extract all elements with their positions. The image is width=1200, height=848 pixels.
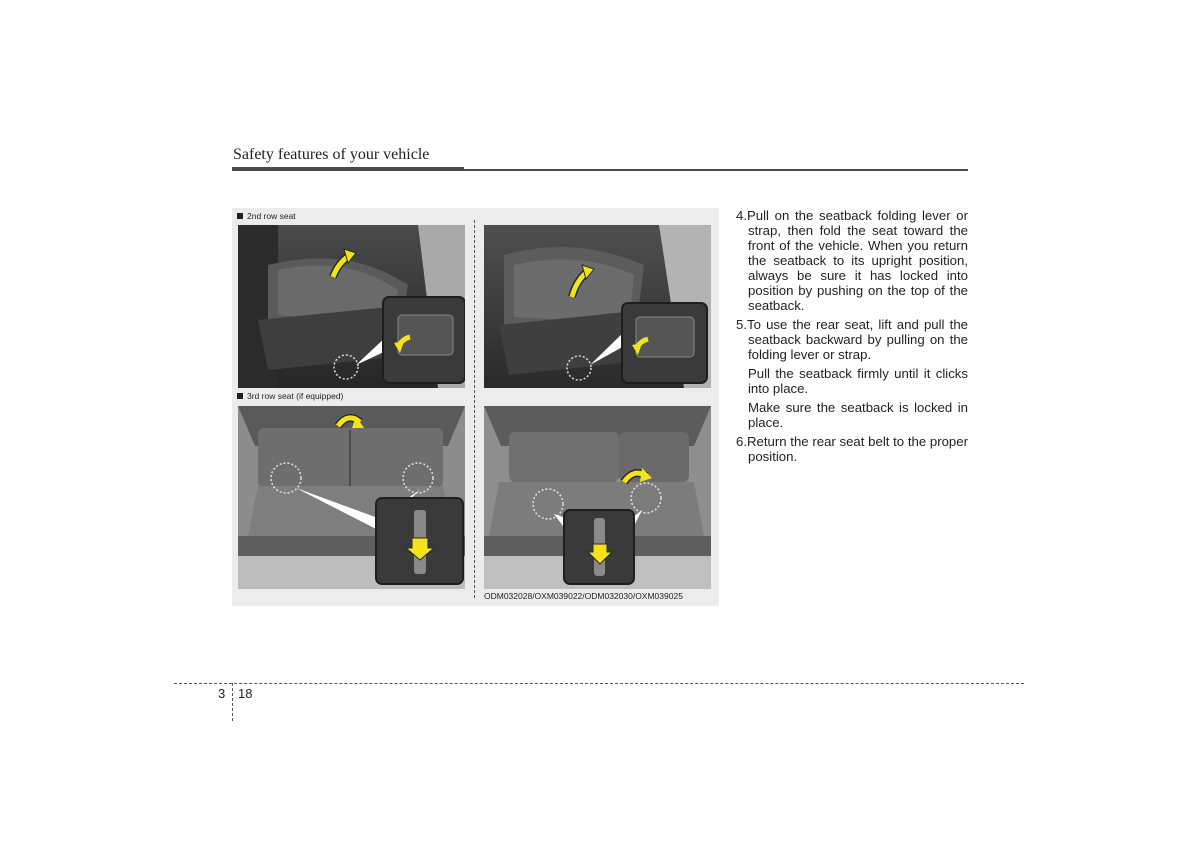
- photo-3rd-row-returning: [484, 406, 711, 589]
- figure-caption: ODM032028/OXM039022/ODM032030/OXM039025: [484, 591, 683, 601]
- instruction-steps: [736, 208, 968, 468]
- photo-2nd-row-returning: [484, 225, 711, 388]
- figure-label-3rd-row: 3rd row seat (if equipped): [237, 391, 343, 401]
- footer-divider: [232, 683, 233, 721]
- footer-rule: [174, 683, 1024, 684]
- footer-chapter-number: 3: [218, 686, 226, 701]
- figure-label-2nd-row: 2nd row seat: [237, 211, 296, 221]
- photo-3rd-row-folding: [238, 406, 465, 589]
- step-5-note-1: Pull the seatback firmly until it clicks into place.: [748, 366, 968, 396]
- step-4: 4.Pull on the seatback folding lever or strap, then fold the seat toward the front of the vehicle. When you return the seatback to its upright position, always be sure it has locked into position by pushing on the top of the seatback.: [736, 208, 968, 313]
- header-rule-thick: [232, 167, 464, 171]
- step-5-note-2: Make sure the seatback is locked in place.: [748, 400, 968, 430]
- step-6: 6.Return the rear seat belt to the proper position.: [736, 434, 968, 464]
- footer-page-number: 18: [238, 686, 253, 701]
- page-header-title: Safety features of your vehicle: [233, 146, 430, 163]
- step-5: 5.To use the rear seat, lift and pull the seatback backward by pulling on the folding lever or strap.: [736, 317, 968, 362]
- figure-divider: [474, 220, 475, 598]
- photo-2nd-row-folding: [238, 225, 465, 388]
- header-rule-thin: [464, 169, 968, 171]
